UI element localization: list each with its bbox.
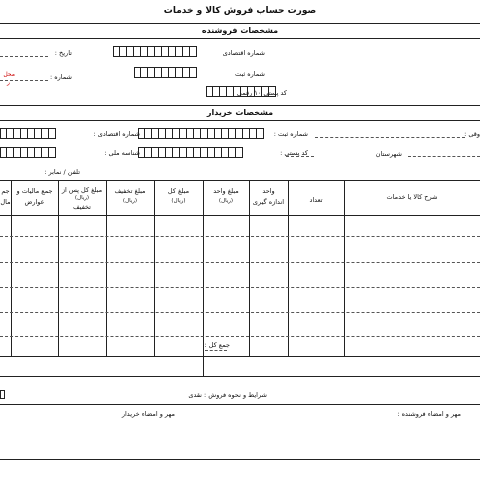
seller-postal-label: کد پستی ۱۰ رقمی: [236, 89, 287, 97]
col-divider: [11, 180, 12, 356]
col-divider: [288, 180, 289, 356]
buyer-national-boxes[interactable]: [0, 147, 56, 158]
buyer-registration-boxes[interactable]: [138, 128, 264, 139]
seller-economic-label: شماره اقتصادی: [222, 49, 265, 57]
number-label: شماره :: [50, 73, 72, 81]
buyer-economic-label: شماره اقتصادی :: [93, 130, 140, 138]
header-after-discount: مبلغ کل پس از: [61, 186, 103, 194]
seller-registration-label: شماره ثبت: [235, 70, 265, 78]
header-total: مبلغ کل: [167, 187, 190, 195]
divider: [0, 459, 480, 460]
header-tax-2: عوارض: [24, 198, 45, 206]
buyer-name-label: وقی :: [464, 130, 480, 138]
divider: [0, 23, 480, 24]
header-after-discount-cur: (ریال): [74, 195, 90, 201]
stamp-mark: ر: [7, 79, 10, 86]
col-divider: [344, 180, 345, 356]
seller-signature-label: مهر و امضاء فروشنده :: [397, 410, 461, 418]
buyer-postal-label: کد پستی :: [280, 149, 308, 157]
table-row-line: [0, 336, 480, 337]
grand-total-border: [0, 376, 480, 377]
header-description: شرح کالا یا خدمات: [386, 193, 438, 201]
table-row-line: [0, 262, 480, 263]
table-bottom-border: [0, 356, 480, 357]
buyer-economic-boxes[interactable]: [0, 128, 56, 139]
header-unit-price-cur: (ریال): [218, 198, 234, 204]
buyer-city-label: شهرستان: [375, 150, 402, 158]
table-row-line: [0, 312, 480, 313]
buyer-postal-boxes[interactable]: [138, 147, 243, 158]
header-tax: جمع مالیات و: [16, 187, 53, 195]
header-discount-cur: (ریال): [122, 198, 138, 204]
terms-label: شرایط و نحوه فروش : نقدی: [188, 391, 267, 399]
buyer-national-label: شناسه ملی :: [104, 149, 140, 157]
date-label: تاریخ :: [54, 49, 72, 57]
payment-checkbox[interactable]: [0, 390, 5, 399]
buyer-phone-label: تلفن / نمابر :: [44, 168, 80, 176]
header-last-2: مال: [0, 198, 11, 206]
buyer-name-dash: [315, 137, 465, 138]
header-after-discount-2: تخفیف: [73, 203, 91, 211]
buyer-signature-label: مهر و امضاء خریدار: [121, 410, 175, 418]
seller-section-title: مشخصات فروشنده: [201, 26, 279, 35]
divider: [0, 404, 480, 405]
grand-total-dash: [205, 350, 227, 351]
document-title: صورت حساب فروش کالا و خدمات: [163, 6, 317, 16]
seller-economic-boxes[interactable]: [113, 46, 197, 57]
col-divider: [154, 180, 155, 356]
header-last: جم: [1, 187, 10, 195]
header-total-cur: (ریال): [171, 198, 186, 204]
header-unit: واحد: [262, 187, 275, 195]
divider: [0, 105, 480, 106]
date-dash: [0, 56, 48, 57]
table-header-border: [0, 215, 480, 216]
buyer-registration-label: شماره ثبت :: [273, 130, 308, 138]
header-unit-2: اندازه گیری: [252, 198, 285, 206]
header-discount: مبلغ تخفیف: [114, 187, 146, 195]
table-row-line: [0, 236, 480, 237]
header-qty: تعداد: [309, 196, 323, 204]
table-row-line: [0, 287, 480, 288]
grand-total-label: جمع کل :: [204, 341, 230, 349]
table-top-border: [0, 180, 480, 181]
buyer-postal-dash: [286, 156, 314, 157]
stamp-text: محل: [3, 71, 15, 78]
divider: [0, 38, 480, 39]
divider: [0, 120, 480, 121]
buyer-city-dash: [408, 156, 480, 157]
seller-registration-boxes[interactable]: [134, 67, 197, 78]
header-unit-price: مبلغ واحد: [213, 187, 239, 195]
buyer-section-title: مشخصات خریدار: [206, 108, 274, 117]
col-divider: [249, 180, 250, 356]
col-divider: [106, 180, 107, 356]
seller-postal-boxes[interactable]: [206, 86, 276, 97]
